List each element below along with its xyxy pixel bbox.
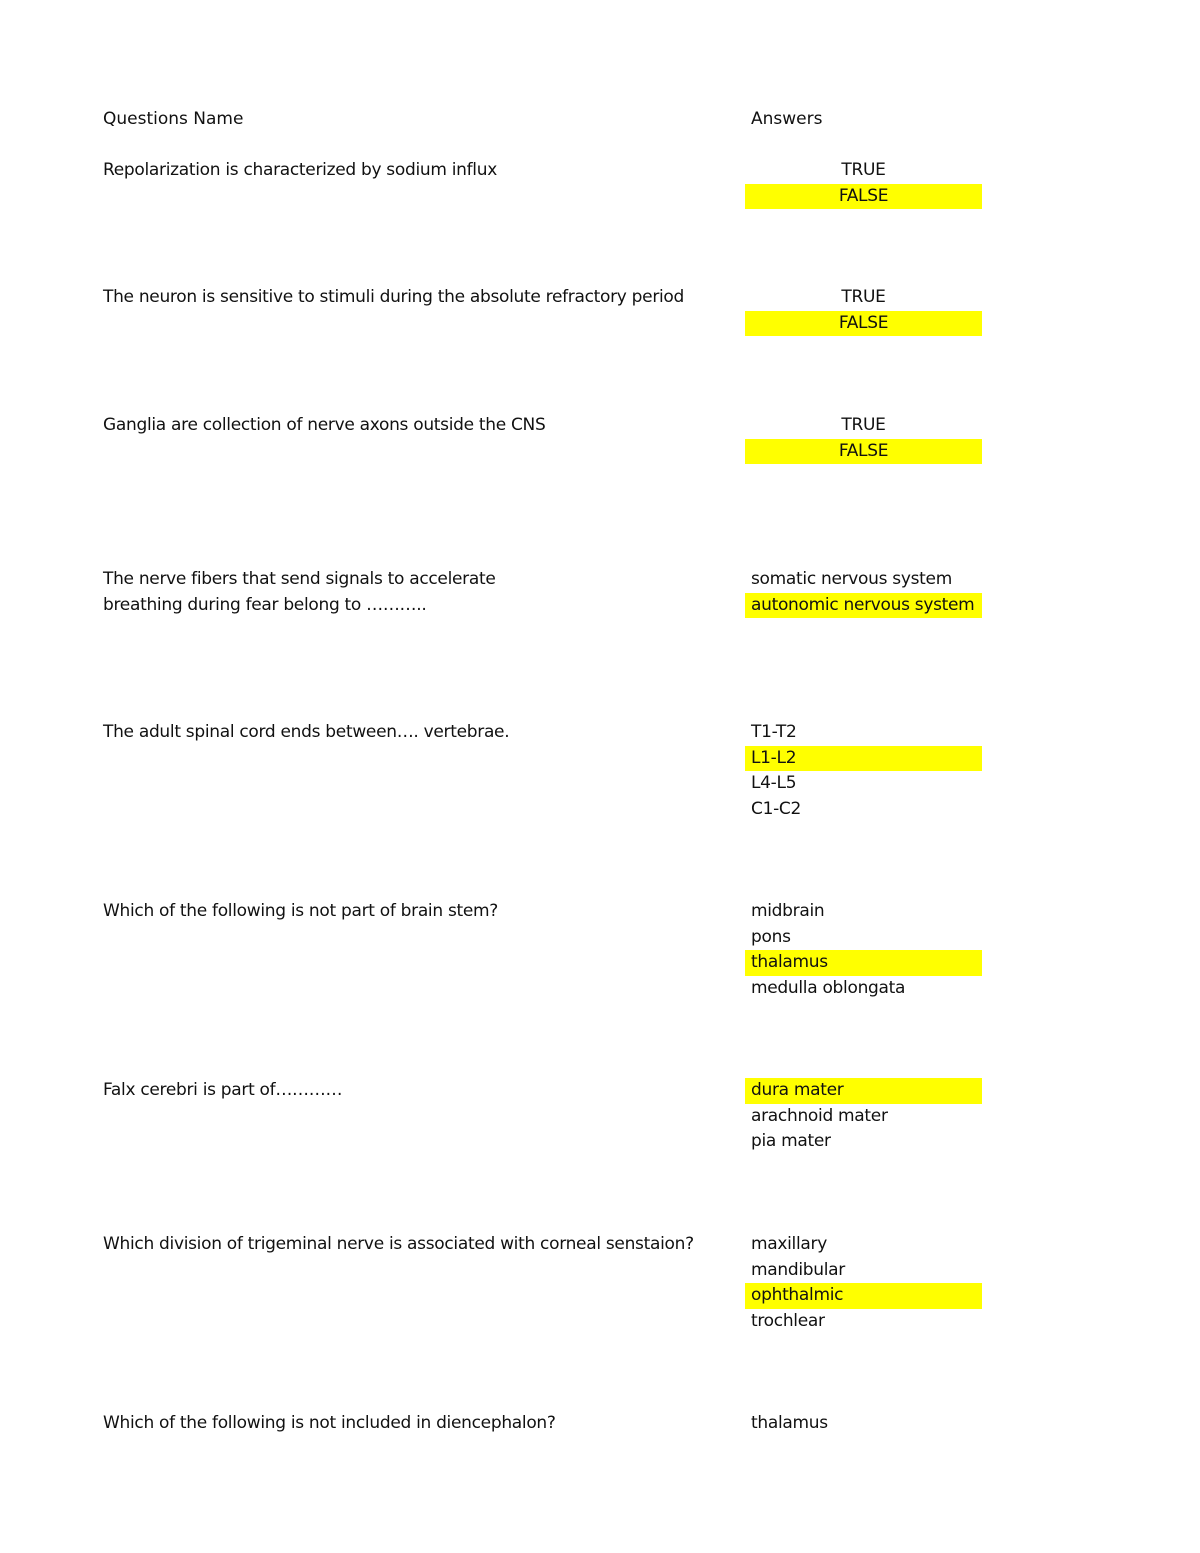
question-text: Which of the following is not part of brain stem? <box>103 901 499 921</box>
answer-option-correct: autonomic nervous system <box>745 593 982 619</box>
question-text: Repolarization is characterized by sodium influx <box>103 160 497 180</box>
answer-option: L4-L5 <box>751 773 797 793</box>
question-text: Which of the following is not included in diencephalon? <box>103 1413 556 1433</box>
answer-options <box>745 158 982 209</box>
question-text: Falx cerebri is part of………… <box>103 1080 343 1100</box>
answer-option: midbrain <box>751 901 825 921</box>
answer-option-correct: dura mater <box>745 1078 982 1104</box>
answer-option: maxillary <box>751 1234 827 1254</box>
question-text: Ganglia are collection of nerve axons outside the CNS <box>103 415 546 435</box>
answer-option-correct: ophthalmic <box>745 1283 982 1309</box>
answer-option-correct: FALSE <box>745 311 982 337</box>
question-text: Which division of trigeminal nerve is associated with corneal senstaion? <box>103 1234 694 1254</box>
answer-option: TRUE <box>841 415 886 435</box>
question-text: The nerve fibers that send signals to accelerate breathing during fear belong to ……….. <box>103 569 496 615</box>
answer-options <box>745 899 982 1001</box>
answer-option-correct: FALSE <box>745 184 982 210</box>
question-text: The adult spinal cord ends between…. vertebrae. <box>103 722 510 742</box>
question-text: The neuron is sensitive to stimuli during the absolute refractory period <box>103 287 685 307</box>
answer-option: TRUE <box>841 287 886 307</box>
answer-option-correct: L1-L2 <box>745 746 982 772</box>
answer-options <box>745 285 982 336</box>
answer-option: T1-T2 <box>751 722 797 742</box>
answer-option: trochlear <box>751 1310 825 1331</box>
answer-option: mandibular <box>751 1259 845 1280</box>
answer-option: pia mater <box>751 1131 831 1151</box>
questions-column-header: Questions Name <box>103 109 244 129</box>
answer-option: arachnoid mater <box>751 1105 888 1126</box>
answer-option: TRUE <box>841 160 886 180</box>
answer-option: C1-C2 <box>751 798 802 819</box>
answers-column-header: Answers <box>751 109 823 129</box>
answer-options <box>745 1411 982 1437</box>
answer-option: medulla oblongata <box>751 977 906 998</box>
answer-options <box>745 1078 982 1155</box>
answer-option: pons <box>751 926 791 947</box>
answer-option: thalamus <box>751 1413 828 1433</box>
answer-options <box>745 720 982 822</box>
answer-options <box>745 1232 982 1334</box>
answer-option: somatic nervous system <box>751 569 952 589</box>
answer-options <box>745 413 982 464</box>
answer-option-correct: thalamus <box>745 950 982 976</box>
answer-options <box>745 567 982 618</box>
answer-option-correct: FALSE <box>745 439 982 465</box>
